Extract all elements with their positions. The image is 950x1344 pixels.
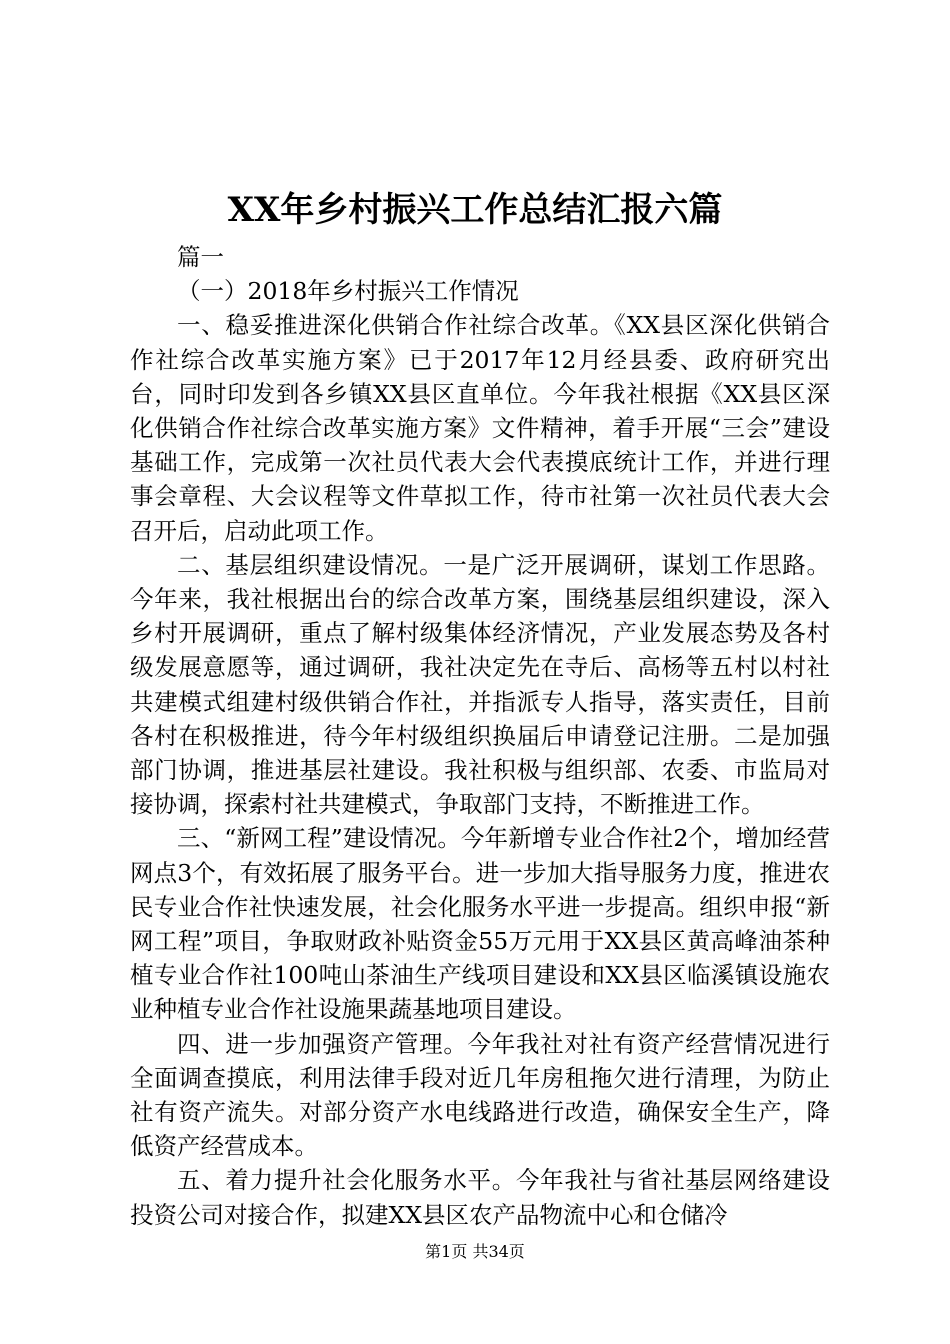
paragraph-1: 一、稳妥推进深化供销合作社综合改革。《XX县区深化供销合作社综合改革实施方案》已于2017年12月经县委、政府研究出台，同时印发到各乡镇XX县区直单位。今年我社根据《XX县区深化供销合作社综合改革实施方案》文件精神，着手开展“三会”建设基础工作，完成第一次社员代表大会代表摸底统计工作，并进行理事会章程、大会议程等文件草拟工作，待市社第一次社员代表大会召开后，启动此项工作。 bbox=[130, 311, 830, 545]
document-title: XX年乡村振兴工作总结汇报六篇 bbox=[227, 190, 723, 230]
paragraph-5: 五、着力提升社会化服务水平。今年我社与省社基层网络建设投资公司对接合作，拟建XX县区农产品物流中心和仓储冷 bbox=[130, 1166, 830, 1229]
paragraph-2: 二、基层组织建设情况。一是广泛开展调研，谋划工作思路。今年来，我社根据出台的综合改革方案，围绕基层组织建设，深入乡村开展调研，重点了解村级集体经济情况，产业发展态势及各村级发展意愿等，通过调研，我社决定先在寺后、高杨等五村以村社共建模式组建村级供销合作社，并指派专人指导，落实责任，目前各村在积极推进，待今年村级组织换届后申请登记注册。二是加强部门协调，推进基层社建设。我社积极与组织部、农委、市监局对接协调，探索村社共建模式，争取部门支持，不断推进工作。 bbox=[130, 550, 830, 819]
document-body bbox=[130, 240, 830, 1232]
paragraph-3: 三、“新网工程”建设情况。今年新增专业合作社2个，增加经营网点3个，有效拓展了服务平台。进一步加大指导服务力度，推进农民专业合作社快速发展，社会化服务水平进一步提高。组织申报“新网工程”项目，争取财政补贴资金55万元用于XX县区黄高峰油茶种植专业合作社100吨山茶油生产线项目建设和XX县区临溪镇设施农业种植专业合作社设施果蔬基地项目建设。 bbox=[130, 824, 830, 1024]
paragraph-4: 四、进一步加强资产管理。今年我社对社有资产经营情况进行全面调查摸底，利用法律手段对近几年房租拖欠进行清理，为防止社有资产流失。对部分资产水电线路进行改造，确保安全生产，降低资产经营成本。 bbox=[130, 1029, 830, 1161]
section-heading: 篇一 bbox=[177, 243, 224, 271]
subsection-heading: （一）2018年乡村振兴工作情况 bbox=[177, 277, 519, 306]
page-footer: 第1页 共34页 bbox=[425, 1242, 525, 1261]
